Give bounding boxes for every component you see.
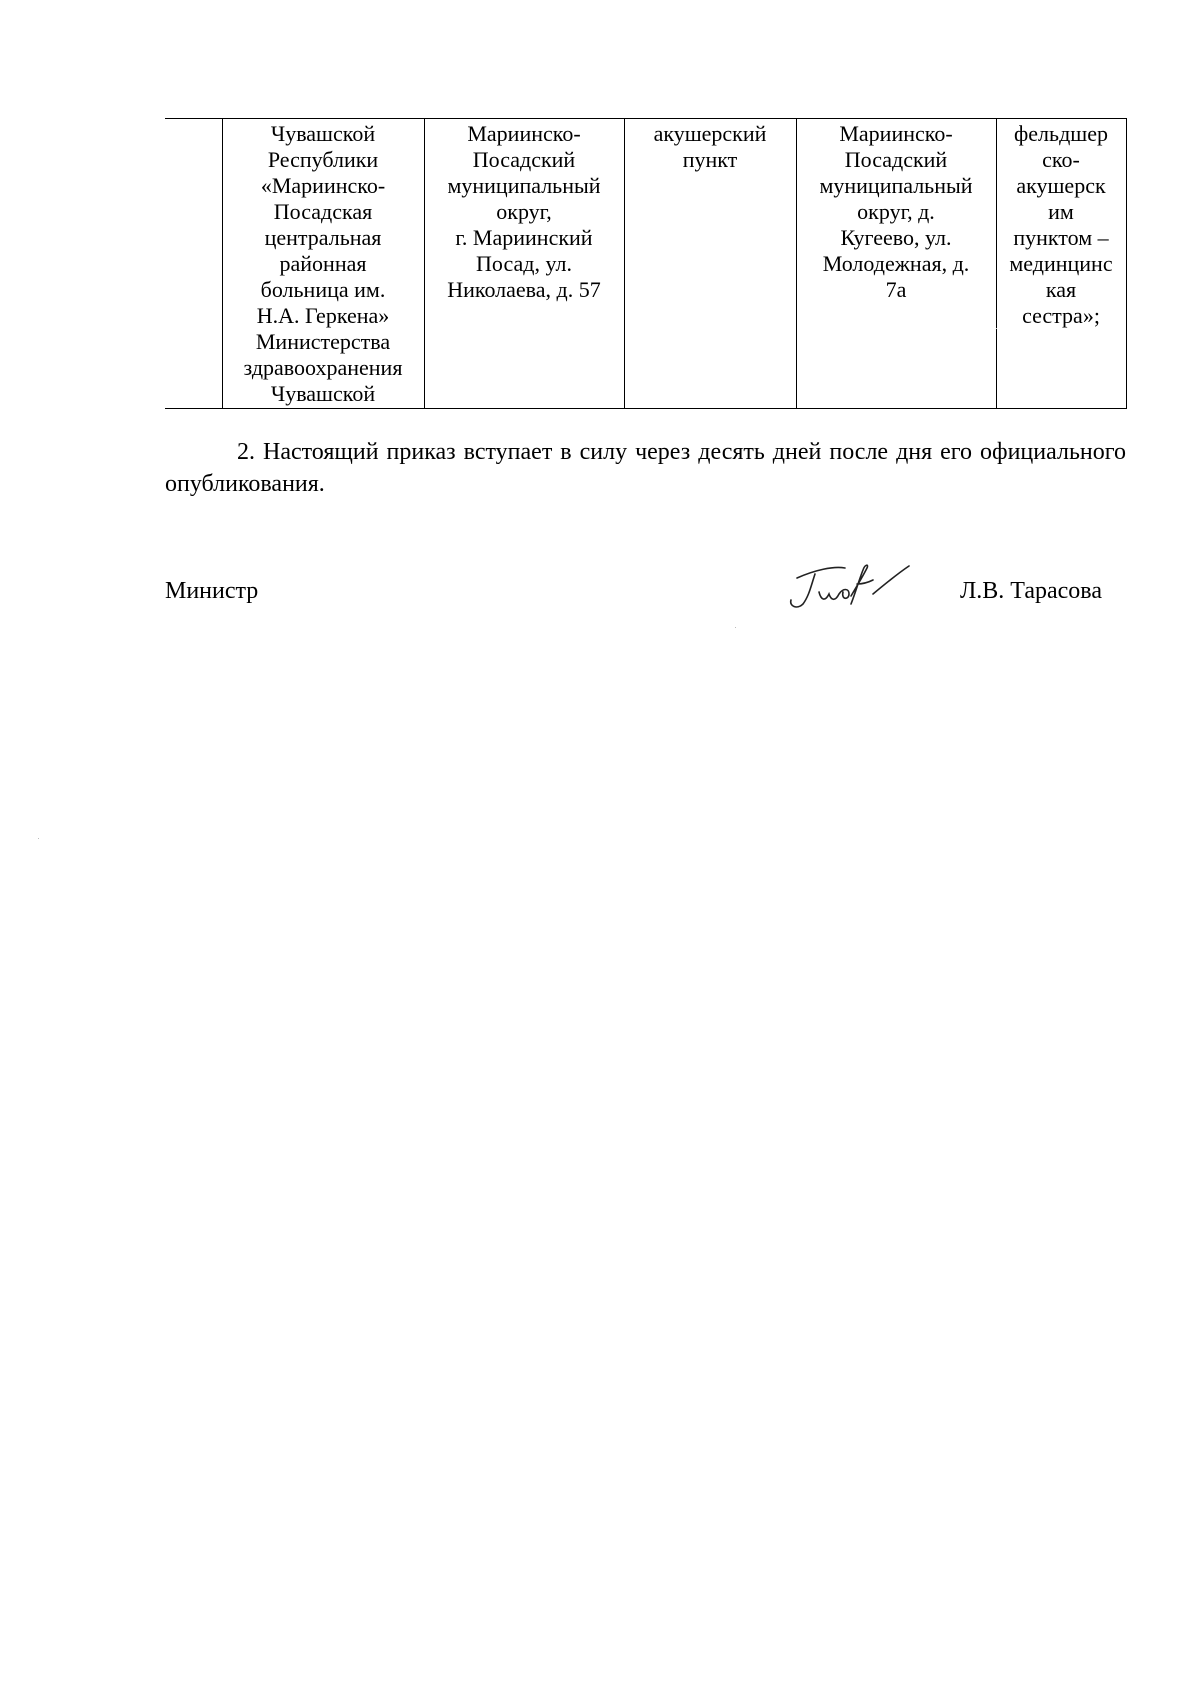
scan-speck [996,328,997,329]
table-cell-position: фельдшер ско- акушерск им пунктом – мединцинс кая сестра»; [996,119,1126,409]
organization-table [165,118,1126,409]
signatory-name: Л.В. Тарасова [960,578,1102,604]
handwritten-signature [785,556,925,616]
table-cell-number [165,119,222,409]
table-row [165,119,1126,409]
order-paragraph [165,436,1126,500]
signatory-title: Министр [165,578,259,604]
table-cell-organization: Чувашской Республики «Мариинско- Посадская центральная районная больница им. Н.А. Геркена» Министерства здравоохранения Чувашской [222,119,424,409]
scan-speck [38,838,39,839]
table [165,118,1127,409]
paragraph-text: 2. Настоящий приказ вступает в силу через десять дней после дня его официального опубликования. [165,439,1126,497]
scan-speck [735,627,736,628]
table-cell-unit-address: Мариинско- Посадский муниципальный округ, д. Кугеево, ул. Молодежная, д. 7а [796,119,996,409]
table-cell-organization-address: Мариинско- Посадский муниципальный округ, г. Мариинский Посад, ул. Николаева, д. 57 [424,119,624,409]
table-cell-unit-type: акушерский пункт [624,119,796,409]
